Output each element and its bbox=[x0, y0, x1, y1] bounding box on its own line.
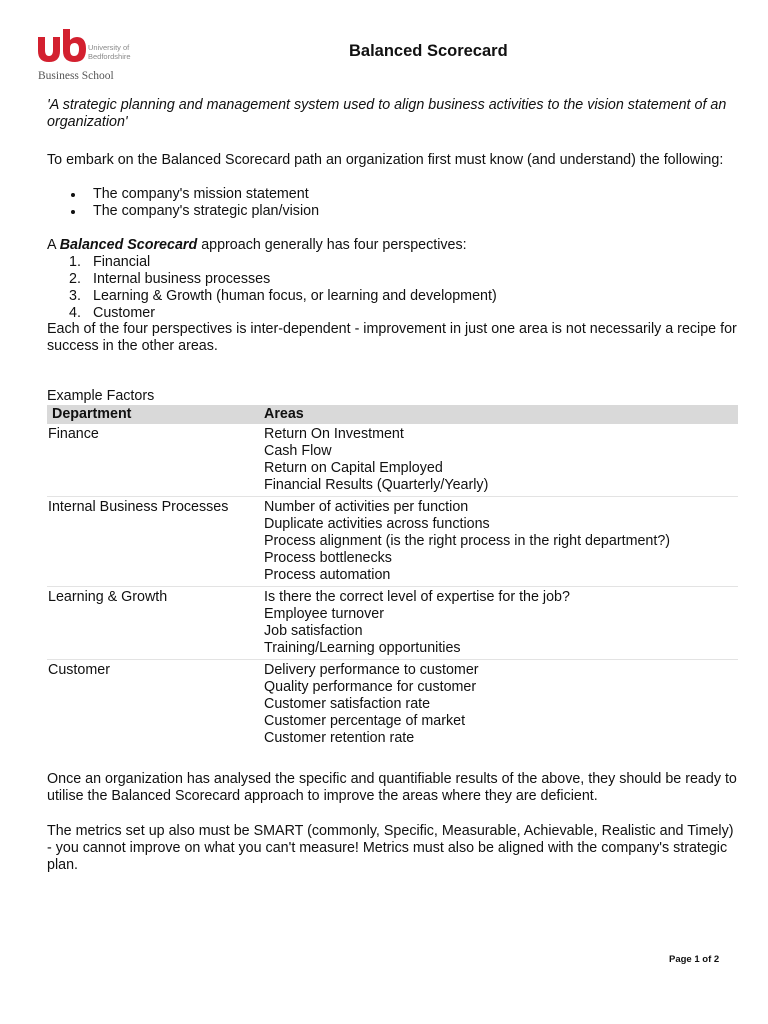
department-cell: Customer bbox=[48, 662, 110, 678]
table-row bbox=[47, 497, 738, 587]
conclusion-paragraph-1: Once an organization has analysed the specific and quantifiable results of the above, they should be ready to utilise the Balanced Scorecard approach to improve the areas where they are deficient. bbox=[47, 771, 737, 804]
area-item: Is there the correct level of expertise for the job? bbox=[264, 589, 570, 605]
prerequisite-list bbox=[47, 186, 319, 220]
page-number: Page 1 of 2 bbox=[669, 954, 720, 965]
area-item: Process bottlenecks bbox=[264, 550, 392, 566]
department-cell: Internal Business Processes bbox=[47, 497, 261, 587]
list-number: 4. bbox=[69, 305, 81, 321]
table-row bbox=[47, 424, 738, 497]
list-item bbox=[47, 305, 497, 322]
interdependence-paragraph: Each of the four perspectives is inter-dependent - improvement in just one area is not necessarily a recipe for success in the other areas. bbox=[47, 321, 737, 354]
areas-cell bbox=[261, 587, 738, 660]
area-item: Number of activities per function bbox=[264, 499, 469, 515]
conclusion-paragraph-2: The metrics set up also must be SMART (commonly, Specific, Measurable, Achievable, Realistic and Timely) - you cannot improve on what you can't measure! Metrics must also be aligned with the company's strategic plan. bbox=[47, 823, 734, 873]
school-name: Business School bbox=[38, 70, 114, 82]
area-item: Customer satisfaction rate bbox=[264, 696, 431, 712]
intro-paragraph: To embark on the Balanced Scorecard path an organization first must know (and understand) the following: bbox=[47, 152, 724, 168]
area-item: Training/Learning opportunities bbox=[264, 640, 461, 656]
area-item: Customer percentage of market bbox=[264, 713, 466, 729]
areas-cell bbox=[261, 497, 738, 587]
area-item: Duplicate activities across functions bbox=[264, 516, 490, 532]
perspectives-intro-emphasis: Balanced Scorecard bbox=[59, 237, 198, 253]
area-item: Cash Flow bbox=[264, 443, 332, 459]
area-item: Job satisfaction bbox=[264, 623, 363, 639]
area-item: Delivery performance to customer bbox=[264, 662, 479, 678]
list-item: The company's strategic plan/vision bbox=[47, 203, 319, 220]
perspectives-list bbox=[47, 254, 497, 322]
area-item: Customer retention rate bbox=[264, 730, 415, 746]
example-factors-label: Example Factors bbox=[47, 388, 155, 404]
perspectives-intro-prefix: A bbox=[47, 237, 60, 253]
department-cell: Finance bbox=[47, 424, 261, 497]
list-number: 3. bbox=[69, 288, 81, 304]
area-item: Quality performance for customer bbox=[264, 679, 477, 695]
list-item bbox=[47, 254, 497, 271]
area-item: Return on Capital Employed bbox=[264, 460, 443, 476]
area-item: Process alignment (is the right process in the right department?) bbox=[264, 533, 671, 549]
area-item: Return On Investment bbox=[264, 426, 404, 442]
uob-logo-mark-icon bbox=[37, 28, 87, 64]
department-cell: Learning & Growth bbox=[47, 587, 261, 660]
area-item: Process automation bbox=[264, 567, 391, 583]
example-factors-table bbox=[47, 405, 738, 749]
table-row bbox=[47, 587, 738, 660]
areas-cell bbox=[261, 424, 738, 497]
definition-quote: 'A strategic planning and management system used to align business activities to the vision statement of an organization' bbox=[47, 97, 727, 130]
table-header-row bbox=[47, 405, 738, 424]
university-logo bbox=[37, 28, 137, 82]
perspectives-intro bbox=[47, 237, 737, 254]
table-row bbox=[47, 660, 738, 750]
university-name: University of Bedfordshire bbox=[88, 43, 131, 61]
list-label: Financial bbox=[93, 254, 151, 270]
column-header-areas: Areas bbox=[261, 405, 738, 424]
area-item: Employee turnover bbox=[264, 606, 384, 622]
column-header-department: Department bbox=[47, 405, 261, 424]
list-item: The company's mission statement bbox=[47, 186, 319, 203]
perspectives-intro-suffix: approach generally has four perspectives: bbox=[197, 237, 467, 253]
list-item bbox=[47, 271, 497, 288]
list-label: Customer bbox=[93, 305, 155, 321]
areas-cell bbox=[261, 660, 738, 750]
list-item bbox=[47, 288, 497, 305]
list-label: Internal business processes bbox=[93, 271, 271, 287]
page-title: Balanced Scorecard bbox=[349, 42, 508, 60]
list-label: Learning & Growth (human focus, or learning and development) bbox=[93, 288, 497, 304]
area-item: Financial Results (Quarterly/Yearly) bbox=[264, 477, 489, 493]
list-number: 1. bbox=[69, 254, 81, 270]
list-number: 2. bbox=[69, 271, 81, 287]
